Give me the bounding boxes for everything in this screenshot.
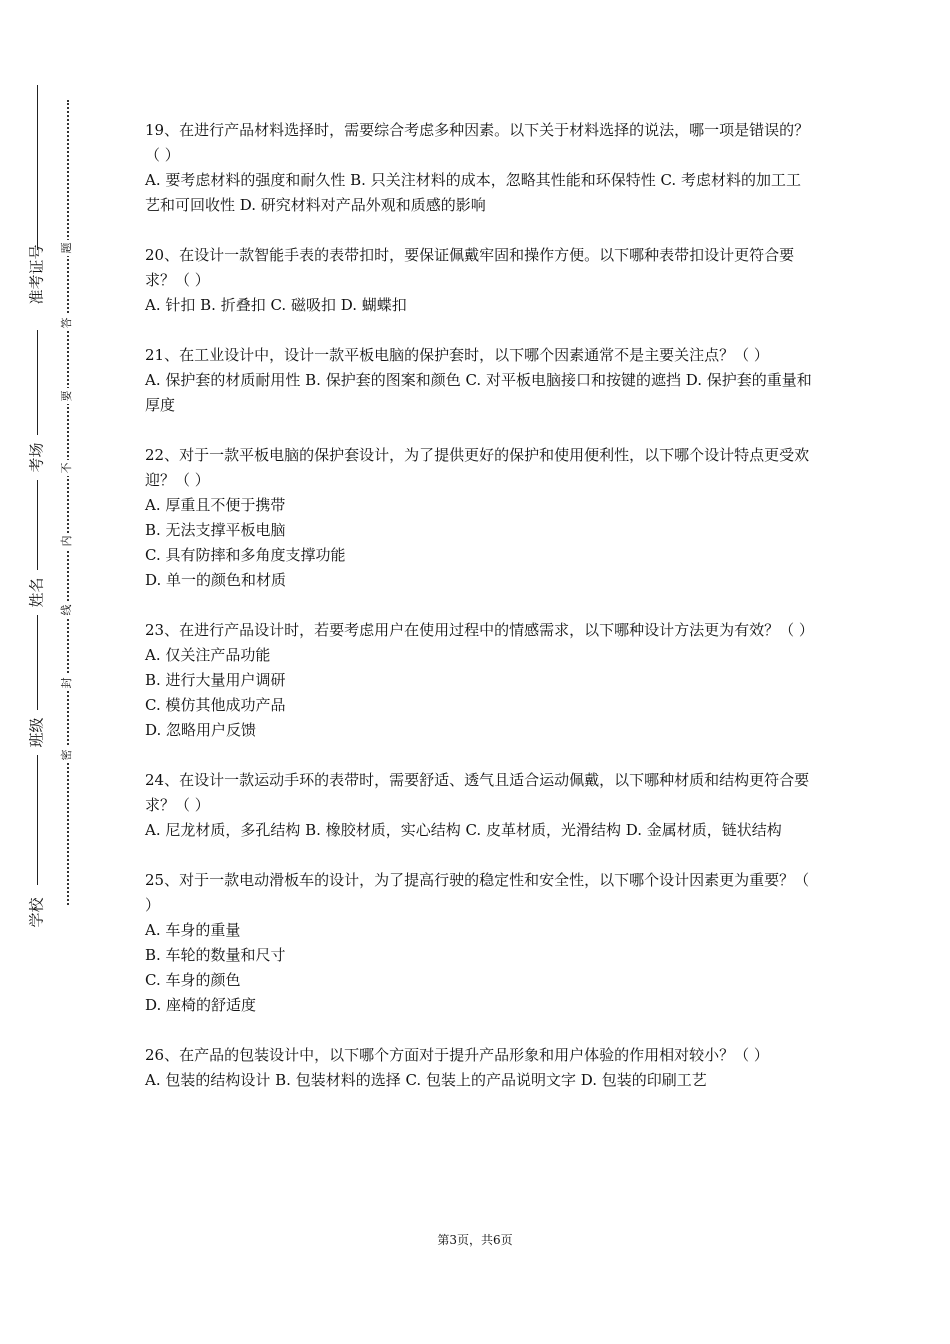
question-options: A. 保护套的材质耐用性 B. 保护套的图案和颜色 C. 对平板电脑接口和按键的遮挡 D. 保护套的重量和厚度 — [145, 371, 812, 414]
question-25 — [145, 868, 815, 1018]
field-line — [37, 330, 38, 435]
seal-char: 要 — [59, 388, 75, 404]
question-stem: 23、在进行产品设计时，若要考虑用户在使用过程中的情感需求，以下哪种设计方法更为有效？（ ） — [145, 621, 814, 639]
seal-char: 答 — [59, 315, 75, 331]
seal-char: 题 — [59, 240, 75, 256]
field-line — [37, 480, 38, 570]
field-label-school: 学校 — [27, 897, 46, 928]
option-a: A. 车身的重量 — [145, 921, 241, 939]
field-label-exam-room: 考场 — [27, 442, 46, 473]
seal-dotted-line — [67, 100, 69, 905]
seal-char: 密 — [59, 747, 75, 763]
option-d: D. 单一的颜色和材质 — [145, 571, 287, 589]
question-list — [145, 118, 815, 1118]
question-options: A. 尼龙材质，多孔结构 B. 橡胶材质，实心结构 C. 皮革材质，光滑结构 D. 金属材质，链状结构 — [145, 821, 782, 839]
question-options: A. 要考虑材料的强度和耐久性 B. 只关注材料的成本，忽略其性能和环保特性 C. 考虑材料的加工工艺和可回收性 D. 研究材料对产品外观和质感的影响 — [145, 171, 801, 214]
field-line — [37, 615, 38, 710]
field-label-exam-number: 准考证号 — [27, 244, 46, 305]
option-c: C. 模仿其他成功产品 — [145, 696, 286, 714]
seal-char: 线 — [59, 602, 75, 618]
option-c: C. 车身的颜色 — [145, 971, 241, 989]
question-stem: 21、在工业设计中，设计一款平板电脑的保护套时，以下哪个因素通常不是主要关注点？（ ） — [145, 346, 769, 364]
seal-char: 内 — [59, 533, 75, 549]
question-stem: 19、在进行产品材料选择时，需要综合考虑多种因素。以下关于材料选择的说法，哪一项是错误的？（ ） — [145, 121, 810, 164]
question-22 — [145, 443, 815, 593]
option-c: C. 具有防摔和多角度支撑功能 — [145, 546, 346, 564]
question-options: A. 针扣 B. 折叠扣 C. 磁吸扣 D. 蝴蝶扣 — [145, 296, 407, 314]
question-options: A. 包装的结构设计 B. 包装材料的选择 C. 包装上的产品说明文字 D. 包装的印刷工艺 — [145, 1071, 707, 1089]
question-stem: 26、在产品的包装设计中，以下哪个方面对于提升产品形象和用户体验的作用相对较小？（ ） — [145, 1046, 769, 1064]
option-d: D. 忽略用户反馈 — [145, 721, 257, 739]
option-a: A. 厚重且不便于携带 — [145, 496, 286, 514]
option-d: D. 座椅的舒适度 — [145, 996, 257, 1014]
question-23 — [145, 618, 815, 743]
option-b: B. 无法支撑平板电脑 — [145, 521, 286, 539]
question-24 — [145, 768, 815, 843]
question-19 — [145, 118, 815, 218]
field-line — [37, 755, 38, 885]
question-stem: 24、在设计一款运动手环的表带时，需要舒适、透气且适合运动佩戴，以下哪种材质和结构更符合要求？（ ） — [145, 771, 810, 814]
field-label-class: 班级 — [27, 717, 46, 748]
field-line — [37, 85, 38, 250]
option-b: B. 车轮的数量和尺寸 — [145, 946, 286, 964]
question-21 — [145, 343, 815, 418]
option-a: A. 仅关注产品功能 — [145, 646, 271, 664]
field-label-name: 姓名 — [27, 577, 46, 608]
question-stem: 22、对于一款平板电脑的保护套设计，为了提供更好的保护和使用便利性，以下哪个设计特点更受欢迎？（ ） — [145, 446, 810, 489]
page-number: 第3页，共6页 — [437, 1233, 513, 1247]
question-26 — [145, 1043, 815, 1093]
question-stem: 25、对于一款电动滑板车的设计，为了提高行驶的稳定性和安全性，以下哪个设计因素更为重要？（ ） — [145, 871, 810, 914]
question-stem: 20、在设计一款智能手表的表带扣时，要保证佩戴牢固和操作方便。以下哪种表带扣设计更符合要求？（ ） — [145, 246, 795, 289]
question-20 — [145, 243, 815, 318]
seal-char: 不 — [59, 460, 75, 476]
seal-char: 封 — [59, 675, 75, 691]
binding-margin — [0, 0, 110, 1344]
option-b: B. 进行大量用户调研 — [145, 671, 286, 689]
